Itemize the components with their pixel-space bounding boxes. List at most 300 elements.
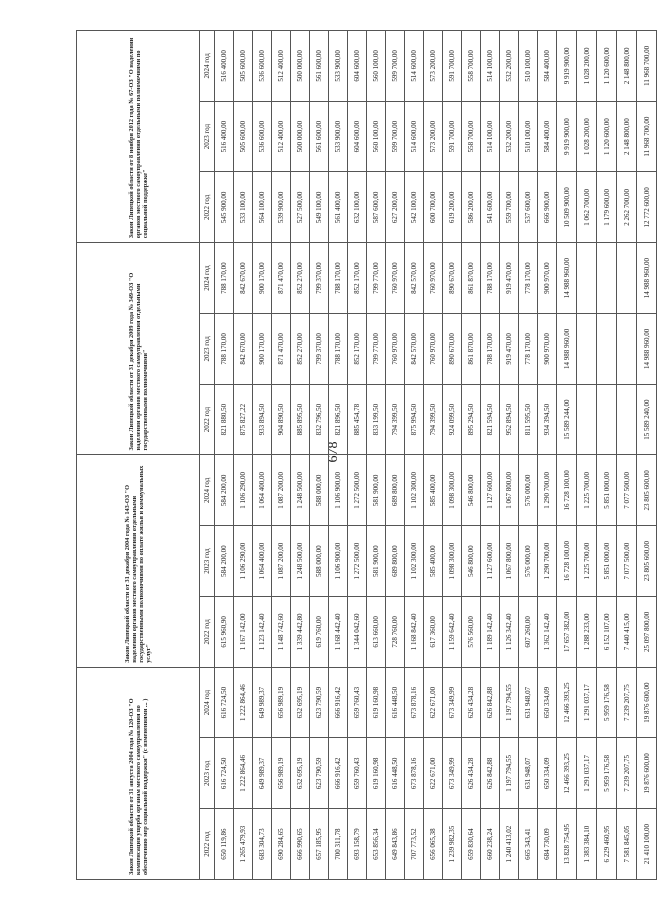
table-cell: 659 760,43 — [348, 738, 367, 809]
table-cell: 545 900,00 — [215, 172, 234, 243]
year-header: 2024 год — [200, 243, 215, 314]
table-cell: 6 229 460,95 — [597, 809, 617, 880]
table-cell: 1 102 300,00 — [405, 455, 424, 526]
table-cell: 539 900,00 — [272, 172, 291, 243]
grand-total-row — [637, 31, 657, 880]
budget-table — [76, 30, 651, 880]
table-cell: 604 600,00 — [348, 101, 367, 172]
table-row — [272, 31, 291, 880]
year-header: 2022 год — [200, 172, 215, 243]
table-cell: 778 170,00 — [519, 314, 538, 385]
table-cell: 904 890,50 — [272, 384, 291, 455]
table-row — [215, 31, 234, 880]
law-header-row — [77, 31, 200, 880]
table-row — [405, 31, 424, 880]
table-cell: 1 106 900,00 — [329, 455, 348, 526]
table-cell: 1 248 500,00 — [291, 455, 310, 526]
table-cell: 799 370,00 — [310, 243, 329, 314]
year-header: 2024 год — [200, 455, 215, 526]
table-cell: 7 077 500,00 — [617, 455, 637, 526]
page-number: 678 — [326, 441, 341, 463]
table-cell: 1 106 900,00 — [329, 526, 348, 597]
table-cell: 690 284,65 — [272, 809, 291, 880]
table-cell: 15 589 244,00 — [557, 384, 577, 455]
table-cell: 1 064 400,00 — [253, 526, 272, 597]
table-cell: 21 410 100,00 — [637, 809, 657, 880]
year-header: 2023 год — [200, 738, 215, 809]
table-cell: 649 843,86 — [386, 809, 405, 880]
table-cell: 546 800,00 — [462, 455, 481, 526]
table-cell: 788 170,00 — [215, 243, 234, 314]
table-cell — [617, 243, 637, 314]
table-cell: 1 168 442,40 — [329, 597, 348, 668]
table-row — [348, 31, 367, 880]
table-cell: 613 660,00 — [367, 597, 386, 668]
table-cell: 656 989,19 — [272, 667, 291, 738]
table-cell: 1 383 384,10 — [577, 809, 597, 880]
table-cell: 1 106 290,00 — [234, 455, 253, 526]
table-cell: 631 948,07 — [519, 738, 538, 809]
table-cell: 576 000,00 — [519, 455, 538, 526]
table-cell: 546 800,00 — [462, 526, 481, 597]
table-cell: 631 948,07 — [519, 667, 538, 738]
table-cell: 533 100,00 — [234, 172, 253, 243]
table-cell: 564 100,00 — [253, 172, 272, 243]
table-cell: 584 200,00 — [215, 455, 234, 526]
year-header: 2024 год — [200, 667, 215, 738]
table-cell: 1 123 142,40 — [253, 597, 272, 668]
table-cell — [597, 384, 617, 455]
table-cell: 23 805 600,00 — [637, 526, 657, 597]
table-cell: 533 900,00 — [329, 101, 348, 172]
table-cell: 1 362 142,40 — [538, 597, 557, 668]
table-cell: 7 440 415,00 — [617, 597, 637, 668]
table-cell: 673 349,99 — [443, 667, 462, 738]
law-header: Закон Липецкой области от 8 ноября 2012 года № 67-ОЗ "О наделении органов местного самоуправления отдельными полномочиями по социальной поддержке" — [77, 31, 200, 243]
table-cell: 15 589 240,00 — [637, 384, 657, 455]
table-cell: 536 600,00 — [253, 31, 272, 102]
table-cell: 821 880,50 — [215, 384, 234, 455]
table-cell: 626 842,88 — [481, 667, 500, 738]
table-cell: 760 970,00 — [424, 243, 443, 314]
table-cell: 919 470,00 — [500, 314, 519, 385]
table-row — [617, 31, 637, 880]
table-cell: 561 600,00 — [310, 31, 329, 102]
table-cell: 616 448,50 — [386, 667, 405, 738]
table-cell: 788 170,00 — [481, 314, 500, 385]
table-cell: 573 200,00 — [424, 101, 443, 172]
table-cell: 1 098 300,00 — [443, 526, 462, 597]
table-cell: 2 148 800,00 — [617, 101, 637, 172]
table-cell: 1 189 142,40 — [481, 597, 500, 668]
table-cell: 933 894,50 — [253, 384, 272, 455]
table-cell: 1 290 700,00 — [538, 526, 557, 597]
table-cell: 607 260,00 — [519, 597, 538, 668]
table-cell: 622 671,00 — [424, 738, 443, 809]
table-cell: 1 222 864,46 — [234, 667, 253, 738]
table-cell: 619 760,00 — [310, 597, 329, 668]
table-cell: 934 394,50 — [538, 384, 557, 455]
table-cell: 14 988 960,00 — [637, 243, 657, 314]
table-row — [367, 31, 386, 880]
table-cell: 656 989,19 — [272, 738, 291, 809]
table-cell: 12 466 393,25 — [557, 738, 577, 809]
table-cell — [617, 314, 637, 385]
table-cell: 512 400,00 — [272, 101, 291, 172]
table-cell — [577, 314, 597, 385]
table-cell: 1 106 290,00 — [234, 526, 253, 597]
table-cell: 626 434,28 — [462, 738, 481, 809]
table-cell: 1 098 300,00 — [443, 455, 462, 526]
table-cell: 833 199,50 — [367, 384, 386, 455]
table-cell: 778 170,00 — [519, 243, 538, 314]
table-cell: 5 851 000,00 — [597, 526, 617, 597]
year-header: 2023 год — [200, 101, 215, 172]
table-cell: 788 170,00 — [329, 243, 348, 314]
table-cell: 542 100,00 — [405, 172, 424, 243]
table-cell: 656 065,38 — [424, 809, 443, 880]
year-header-row — [200, 31, 215, 880]
table-cell: 581 900,00 — [367, 455, 386, 526]
table-cell: 576 000,00 — [519, 526, 538, 597]
table-cell: 532 200,00 — [500, 101, 519, 172]
table-cell: 871 470,00 — [272, 314, 291, 385]
table-cell: 623 790,59 — [310, 738, 329, 809]
table-cell: 760 970,00 — [424, 314, 443, 385]
table-cell: 591 700,00 — [443, 101, 462, 172]
table-cell: 623 790,59 — [310, 667, 329, 738]
table-cell: 689 800,00 — [386, 455, 405, 526]
table-cell: 871 470,00 — [272, 243, 291, 314]
subtotal-row — [557, 31, 577, 880]
table-cell: 16 728 100,00 — [557, 526, 577, 597]
table-cell: 649 989,37 — [253, 667, 272, 738]
table-cell: 576 560,00 — [462, 597, 481, 668]
table-cell: 558 700,00 — [462, 101, 481, 172]
table-row — [424, 31, 443, 880]
table-cell: 619 160,98 — [367, 667, 386, 738]
table-cell: 1 272 500,00 — [348, 455, 367, 526]
table-cell: 512 400,00 — [272, 31, 291, 102]
table-cell: 510 100,00 — [519, 101, 538, 172]
table-cell: 558 700,00 — [462, 31, 481, 102]
table-cell: 1 288 233,00 — [577, 597, 597, 668]
table-cell: 588 000,00 — [310, 455, 329, 526]
table-cell: 626 434,28 — [462, 667, 481, 738]
table-cell: 861 870,00 — [462, 243, 481, 314]
table-cell: 1 239 982,35 — [443, 809, 462, 880]
table-cell: 1 265 479,93 — [234, 809, 253, 880]
table-cell: 586 200,00 — [462, 172, 481, 243]
table-cell: 514 600,00 — [405, 101, 424, 172]
table-cell: 14 988 960,00 — [557, 243, 577, 314]
year-header: 2024 год — [200, 31, 215, 102]
table-cell: 599 700,00 — [386, 101, 405, 172]
table-cell: 7 239 207,75 — [617, 738, 637, 809]
table-cell: 591 700,00 — [443, 31, 462, 102]
year-header: 2022 год — [200, 384, 215, 455]
table-cell: 581 900,00 — [367, 526, 386, 597]
table-cell: 5 851 000,00 — [597, 455, 617, 526]
table-cell: 7 077 500,00 — [617, 526, 637, 597]
table-cell: 700 311,78 — [329, 809, 348, 880]
table-cell: 516 400,00 — [215, 31, 234, 102]
table-cell: 560 100,00 — [367, 101, 386, 172]
table-cell: 895 294,50 — [462, 384, 481, 455]
table-cell: 627 200,00 — [386, 172, 405, 243]
table-cell: 659 830,64 — [462, 809, 481, 880]
table-cell: 1 179 600,00 — [597, 172, 617, 243]
table-cell: 604 600,00 — [348, 31, 367, 102]
table-cell: 16 728 100,00 — [557, 455, 577, 526]
table-cell: 6 152 107,00 — [597, 597, 617, 668]
table-cell: 600 700,00 — [424, 172, 443, 243]
table-cell — [577, 384, 597, 455]
table-cell: 1 291 037,17 — [577, 738, 597, 809]
table-cell: 19 876 600,00 — [637, 667, 657, 738]
table-cell: 516 400,00 — [215, 101, 234, 172]
table-cell: 1 064 400,00 — [253, 455, 272, 526]
table-cell: 626 842,88 — [481, 738, 500, 809]
table-cell: 689 800,00 — [386, 526, 405, 597]
table-cell: 852 170,00 — [348, 243, 367, 314]
table-cell: 2 148 800,00 — [617, 31, 637, 102]
table-cell: 5 959 176,58 — [597, 667, 617, 738]
table-cell: 1 167 142,00 — [234, 597, 253, 668]
table-cell: 632 695,19 — [291, 667, 310, 738]
data-table — [76, 30, 657, 880]
table-cell: 10 509 900,00 — [557, 172, 577, 243]
table-cell: 842 570,00 — [405, 243, 424, 314]
table-cell: 666 916,42 — [329, 738, 348, 809]
table-cell: 510 100,00 — [519, 31, 538, 102]
table-cell: 821 896,50 — [329, 384, 348, 455]
table-cell: 760 970,00 — [386, 243, 405, 314]
table-cell: 861 870,00 — [462, 314, 481, 385]
year-header: 2023 год — [200, 526, 215, 597]
table-cell: 875 827,22 — [234, 384, 253, 455]
table-cell: 811 595,50 — [519, 384, 538, 455]
table-cell: 532 200,00 — [500, 31, 519, 102]
table-cell: 23 805 600,00 — [637, 455, 657, 526]
table-cell: 559 700,00 — [500, 172, 519, 243]
table-cell: 890 670,00 — [443, 243, 462, 314]
table-cell: 5 959 176,58 — [597, 738, 617, 809]
table-cell: 653 856,34 — [367, 809, 386, 880]
table-cell: 616 448,50 — [386, 738, 405, 809]
table-cell: 12 466 393,25 — [557, 667, 577, 738]
table-cell: 11 968 700,00 — [637, 31, 657, 102]
table-cell: 616 724,50 — [215, 667, 234, 738]
table-cell: 587 600,00 — [367, 172, 386, 243]
table-cell: 885 454,78 — [348, 384, 367, 455]
table-cell: 584 200,00 — [215, 526, 234, 597]
year-header: 2023 год — [200, 314, 215, 385]
table-cell: 952 894,50 — [500, 384, 519, 455]
table-body — [215, 31, 657, 880]
table-cell: 666 916,42 — [329, 667, 348, 738]
table-cell: 1 344 042,60 — [348, 597, 367, 668]
table-cell — [617, 384, 637, 455]
table-cell: 707 773,52 — [405, 809, 424, 880]
table-cell: 1 291 037,17 — [577, 667, 597, 738]
table-cell: 1 248 500,00 — [291, 526, 310, 597]
table-cell: 536 600,00 — [253, 101, 272, 172]
table-cell — [577, 243, 597, 314]
table-cell: 588 000,00 — [310, 526, 329, 597]
table-cell: 684 730,09 — [538, 809, 557, 880]
table-cell: 9 919 900,00 — [557, 101, 577, 172]
table-cell: 11 968 700,00 — [637, 101, 657, 172]
table-row — [310, 31, 329, 880]
table-cell: 584 400,00 — [538, 101, 557, 172]
table-cell: 799 770,00 — [367, 314, 386, 385]
table-cell: 1 102 300,00 — [405, 526, 424, 597]
table-cell: 622 671,00 — [424, 667, 443, 738]
table-cell: 660 238,24 — [481, 809, 500, 880]
table-cell: 1 127 600,00 — [481, 455, 500, 526]
table-cell: 1 225 700,00 — [577, 455, 597, 526]
table-cell: 561 600,00 — [310, 101, 329, 172]
table-cell: 615 960,90 — [215, 597, 234, 668]
table-cell: 832 796,50 — [310, 384, 329, 455]
table-cell: 1 197 794,55 — [500, 667, 519, 738]
table-cell: 617 360,00 — [424, 597, 443, 668]
table-cell: 650 119,86 — [215, 809, 234, 880]
table-row — [462, 31, 481, 880]
table-cell: 1 028 200,00 — [577, 101, 597, 172]
table-cell: 1 290 700,00 — [538, 455, 557, 526]
table-cell: 665 343,41 — [519, 809, 538, 880]
table-cell: 1 222 864,46 — [234, 738, 253, 809]
table-cell: 788 170,00 — [215, 314, 234, 385]
table-cell: 760 970,00 — [386, 314, 405, 385]
table-cell: 1 168 842,40 — [405, 597, 424, 668]
table-cell: 14 988 960,00 — [557, 314, 577, 385]
law-header: Закон Липецкой области от 31 декабря 2004 года № 143-ОЗ "О наделении органов местного самоуправления отдельными государственными полномочиями по оплате жилья и коммунальных услуг" — [77, 455, 200, 667]
table-row — [500, 31, 519, 880]
table-cell: 505 600,00 — [234, 101, 253, 172]
table-cell: 821 594,50 — [481, 384, 500, 455]
table-row — [253, 31, 272, 880]
table-cell: 500 000,00 — [291, 101, 310, 172]
table-cell: 616 724,50 — [215, 738, 234, 809]
table-cell: 9 919 900,00 — [557, 31, 577, 102]
table-cell: 527 500,00 — [291, 172, 310, 243]
table-cell: 799 770,00 — [367, 243, 386, 314]
table-cell: 25 097 800,00 — [637, 597, 657, 668]
table-cell: 549 100,00 — [310, 172, 329, 243]
table-cell: 1 120 600,00 — [597, 31, 617, 102]
table-cell: 852 270,00 — [291, 314, 310, 385]
table-cell: 619 160,98 — [367, 738, 386, 809]
table-row — [481, 31, 500, 880]
table-cell: 514 100,00 — [481, 101, 500, 172]
table-cell: 673 878,16 — [405, 667, 424, 738]
table-cell: 1 197 794,55 — [500, 738, 519, 809]
table-cell: 1 062 700,00 — [577, 172, 597, 243]
table-cell — [597, 314, 617, 385]
table-row — [577, 31, 597, 880]
table-cell: 650 334,09 — [538, 738, 557, 809]
table-cell: 573 200,00 — [424, 31, 443, 102]
table-cell: 1 272 500,00 — [348, 526, 367, 597]
table-cell: 533 900,00 — [329, 31, 348, 102]
table-cell: 7 239 207,75 — [617, 667, 637, 738]
table-cell: 1 148 742,60 — [272, 597, 291, 668]
table-cell: 1 159 642,40 — [443, 597, 462, 668]
table-cell: 13 828 754,95 — [557, 809, 577, 880]
table-cell: 2 262 700,00 — [617, 172, 637, 243]
table-cell: 585 400,00 — [424, 526, 443, 597]
table-cell: 1 240 413,02 — [500, 809, 519, 880]
table-cell: 666 990,65 — [291, 809, 310, 880]
table-cell: 649 989,37 — [253, 738, 272, 809]
table-row — [329, 31, 348, 880]
table-cell: 19 876 600,00 — [637, 738, 657, 809]
table-cell: 1 067 800,00 — [500, 526, 519, 597]
table-cell: 12 772 600,00 — [637, 172, 657, 243]
table-cell: 842 570,00 — [405, 314, 424, 385]
table-cell — [597, 243, 617, 314]
table-cell: 842 670,00 — [234, 314, 253, 385]
table-row — [291, 31, 310, 880]
table-cell: 560 100,00 — [367, 31, 386, 102]
table-cell: 632 695,19 — [291, 738, 310, 809]
table-cell: 924 099,50 — [443, 384, 462, 455]
table-cell: 1 120 600,00 — [597, 101, 617, 172]
law-header: Закон Липецкой области от 31 августа 2004 года № 120-ОЗ "О компенсации ущерба органам местного самоуправления по обеспечению мер социальной поддержки" (с изменениями ... ) — [77, 667, 200, 879]
table-cell: 788 170,00 — [481, 243, 500, 314]
table-cell: 7 581 845,05 — [617, 809, 637, 880]
table-cell: 1 225 700,00 — [577, 526, 597, 597]
table-cell: 788 170,00 — [329, 314, 348, 385]
law-header: Закон Липецкой области от 31 декабря 2009 года № 349-ОЗ "О наделении органов местного самоуправления отдельными государственными полномочиями" — [77, 243, 200, 455]
table-cell: 794 399,50 — [386, 384, 405, 455]
table-row — [234, 31, 253, 880]
table-cell: 842 670,00 — [234, 243, 253, 314]
table-cell: 875 994,50 — [405, 384, 424, 455]
table-row — [519, 31, 538, 880]
table-cell: 584 400,00 — [538, 31, 557, 102]
table-cell: 541 600,00 — [481, 172, 500, 243]
year-header: 2022 год — [200, 597, 215, 668]
table-cell: 14 988 960,00 — [637, 314, 657, 385]
table-cell: 659 760,43 — [348, 667, 367, 738]
year-header: 2022 год — [200, 809, 215, 880]
table-cell: 1 028 200,00 — [577, 31, 597, 102]
table-cell: 919 470,00 — [500, 243, 519, 314]
table-cell: 728 760,00 — [386, 597, 405, 668]
table-cell: 1 087 200,00 — [272, 526, 291, 597]
table-cell: 657 185,95 — [310, 809, 329, 880]
table-cell: 17 657 382,00 — [557, 597, 577, 668]
table-cell: 585 400,00 — [424, 455, 443, 526]
table-cell: 900 970,00 — [538, 314, 557, 385]
table-cell: 599 700,00 — [386, 31, 405, 102]
table-cell: 900 170,00 — [253, 243, 272, 314]
table-cell: 900 170,00 — [253, 314, 272, 385]
table-cell: 1 339 442,80 — [291, 597, 310, 668]
table-cell: 537 600,00 — [519, 172, 538, 243]
table-cell: 693 158,79 — [348, 809, 367, 880]
table-cell: 632 100,00 — [348, 172, 367, 243]
table-cell: 799 370,00 — [310, 314, 329, 385]
table-row — [538, 31, 557, 880]
table-cell: 505 600,00 — [234, 31, 253, 102]
table-cell: 900 970,00 — [538, 243, 557, 314]
table-cell: 650 334,09 — [538, 667, 557, 738]
